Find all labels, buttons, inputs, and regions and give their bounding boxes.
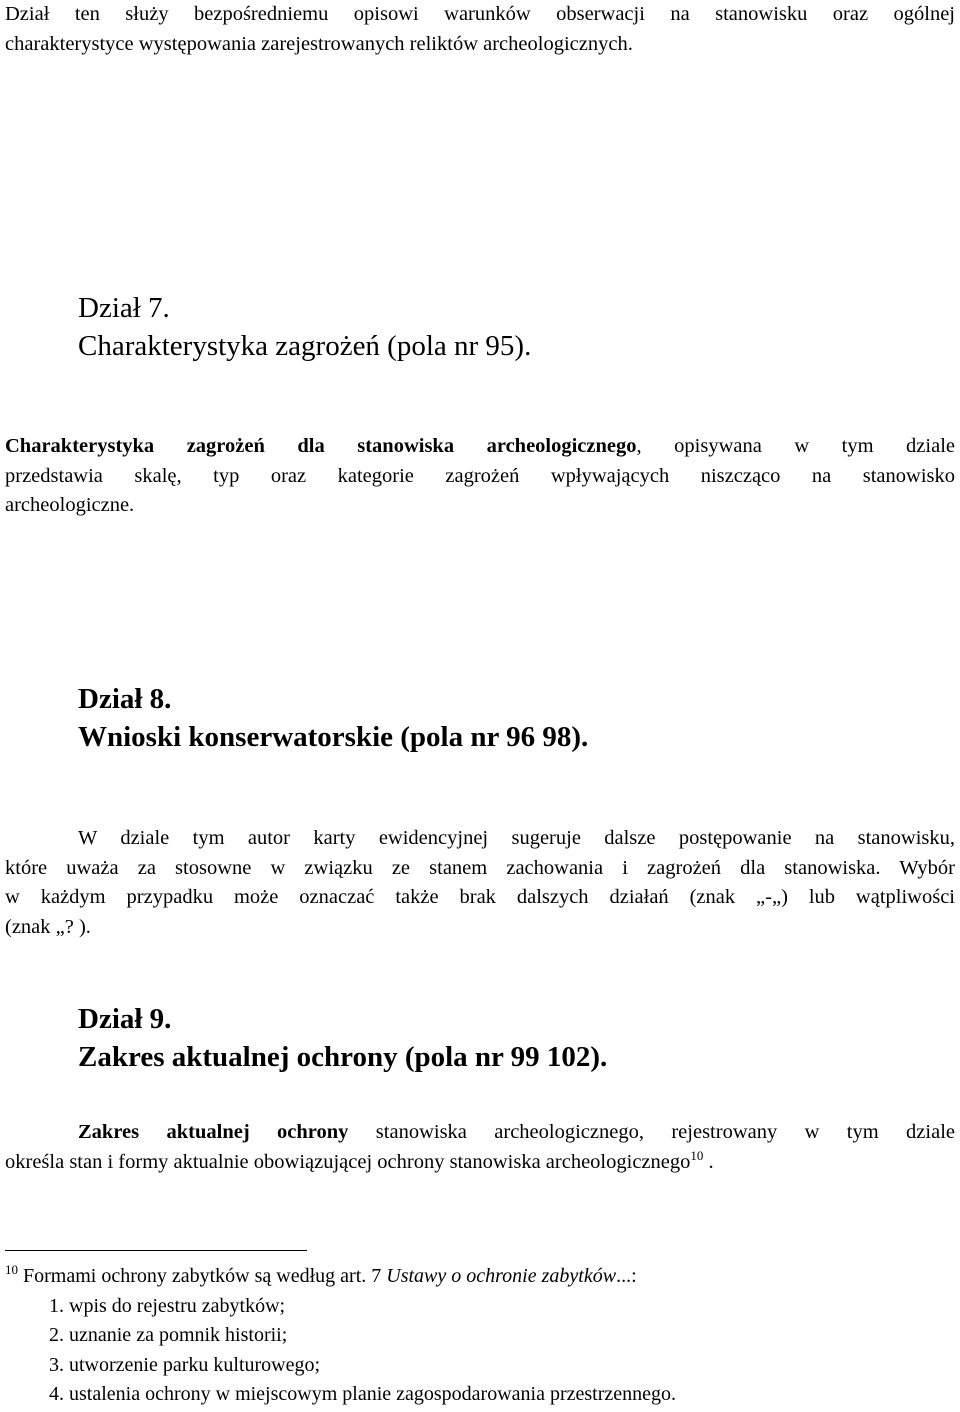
section-8-line-1: W dziale tym autor karty ewidencyjnej sugeruje dalsze postępowanie na stanowisku, <box>78 827 955 849</box>
section-8-line-4: (znak „? ). <box>5 915 91 938</box>
footnote-list-item: 1. wpis do rejestru zabytków; <box>49 1294 286 1317</box>
footnote <box>5 1262 955 1410</box>
section-7-line-1 <box>5 432 955 462</box>
section-7-paragraph <box>5 432 955 521</box>
footnote-list-item: 4. ustalenia ochrony w miejscowym planie zagospodarowania przestrzennego. <box>49 1383 677 1405</box>
footnote-heading-line: $^{10}$ Formami ochrony zabytków są według art. 7 Ustawy o ochronie zabytków...: <box>5 1262 637 1287</box>
section-9-line-1 <box>5 1118 955 1148</box>
section-8-line-2: które uważa za stosowne w związku ze stanem zachowania i zagrożeń dla stanowiska. Wybór <box>5 856 955 879</box>
footnote-list-item: 2. uznanie za pomnik historii; <box>49 1324 288 1346</box>
intro-line-1: Dział ten służy bezpośredniemu opisowi warunków obserwacji na stanowisku oraz ogólnej <box>5 3 955 25</box>
section-7-bold-lead: Charakterystyka zagrożeń dla stanowiska archeologicznego <box>5 435 637 457</box>
footnote-act-title: Ustawy o ochronie zabytków <box>386 1265 617 1287</box>
section-9-title: Zakres aktualnej ochrony (pola nr 99 102). <box>78 1041 608 1073</box>
section-8-paragraph <box>5 824 955 942</box>
section-9-paragraph <box>5 1118 955 1177</box>
section-7-line-3: archeologiczne. <box>5 494 135 516</box>
footnote-list-item: 3. utworzenie parku kulturowego; <box>49 1353 321 1376</box>
section-8-line-3: w każdym przypadku może oznaczać także brak dalszych działań (znak „-„) lub wątpliwości <box>5 886 955 908</box>
section-9-line-2: określa stan i formy aktualnie obowiązującej ochrony stanowiska archeologicznego$^{10}$ . <box>5 1147 714 1173</box>
section-9-line-1-rest: stanowiska archeologicznego, rejestrowany w tym dziale <box>348 1121 955 1143</box>
footnote-separator <box>5 1250 307 1251</box>
intro-paragraph <box>5 0 955 59</box>
footnote-number: 10 <box>5 1262 18 1277</box>
section-8-number: Dział 8. <box>78 683 172 715</box>
section-8-heading <box>78 680 588 756</box>
section-7-line-2: przedstawia skalę, typ oraz kategorie zagrożeń wpływających niszcząco na stanowisko <box>5 464 955 487</box>
section-7-title: Charakterystyka zagrożeń (pola nr 95). <box>78 330 532 362</box>
section-9-number: Dział 9. <box>78 1003 172 1035</box>
intro-line-2: charakterystyce występowania zarejestrowanych reliktów archeologicznych. <box>5 32 633 55</box>
section-9-bold-lead: Zakres aktualnej ochrony <box>78 1121 349 1143</box>
section-7-heading <box>78 289 531 365</box>
section-9-heading <box>78 1000 607 1076</box>
footnote-reference[interactable]: 10 <box>690 1147 704 1163</box>
section-8-title: Wnioski konserwatorskie (pola nr 96 98). <box>78 721 589 753</box>
section-7-number: Dział 7. <box>78 292 170 324</box>
section-7-line-1-rest: , opisywana w tym dziale <box>636 435 955 457</box>
